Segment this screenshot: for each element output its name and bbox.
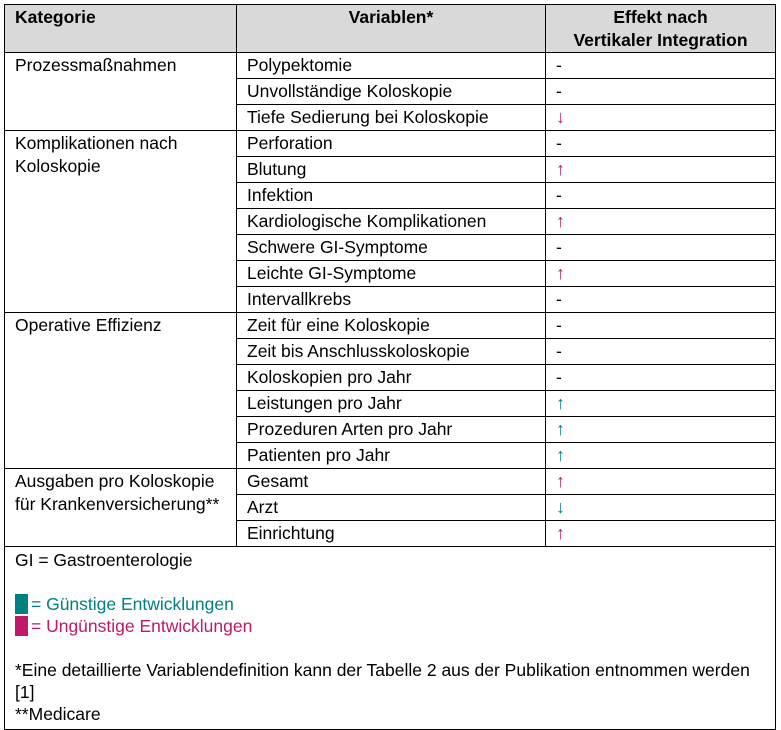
header-effekt-line1: Effekt nach [613,7,708,27]
footnote-medicare: **Medicare [15,704,101,724]
variable-cell: Gesamt [237,469,546,495]
table-body [5,53,776,547]
header-effekt [546,5,776,53]
effect-cell [546,131,776,157]
effect-cell [546,209,776,235]
variable-cell: Intervallkrebs [237,287,546,313]
legend-unfavorable [15,615,765,637]
favorable-swatch-icon [15,594,28,614]
table-wrapper [4,4,775,730]
no-effect-dash: - [556,367,562,387]
no-effect-dash: - [556,133,562,153]
no-effect-dash: - [556,237,562,257]
effect-cell [546,313,776,339]
table-row [5,53,776,79]
variable-cell: Koloskopien pro Jahr [237,365,546,391]
effect-cell [546,235,776,261]
legend-favorable [15,593,765,615]
arrow-up-icon: ↑ [556,263,565,283]
variable-cell: Schwere GI-Symptome [237,235,546,261]
variable-cell: Leichte GI-Symptome [237,261,546,287]
table-row [5,313,776,339]
category-cell: Ausgaben pro Koloskopie für Krankenversicherung** [5,469,237,547]
effect-cell [546,79,776,105]
header-kategorie: Kategorie [5,5,237,53]
effects-table [4,4,776,730]
legend-unfavorable-label: = Ungünstige Entwicklungen [31,616,253,636]
footer-row [5,547,776,730]
variable-cell: Kardiologische Komplikationen [237,209,546,235]
no-effect-dash: - [556,289,562,309]
effect-cell [546,339,776,365]
effect-cell [546,391,776,417]
no-effect-dash: - [556,55,562,75]
variable-cell: Blutung [237,157,546,183]
arrow-down-icon: ↓ [556,107,565,127]
effect-cell [546,417,776,443]
no-effect-dash: - [556,315,562,335]
table-row [5,131,776,157]
effect-cell [546,521,776,547]
arrow-up-icon: ↑ [556,419,565,439]
variable-cell: Unvollständige Koloskopie [237,79,546,105]
arrow-down-icon: ↓ [556,497,565,517]
no-effect-dash: - [556,185,562,205]
variable-cell: Infektion [237,183,546,209]
header-variablen: Variablen* [237,5,546,53]
category-cell: Operative Effizienz [5,313,237,469]
arrow-up-icon: ↑ [556,471,565,491]
variable-cell: Perforation [237,131,546,157]
variable-cell: Zeit für eine Koloskopie [237,313,546,339]
unfavorable-swatch-icon [15,616,28,636]
variable-cell: Zeit bis Anschlusskoloskopie [237,339,546,365]
table-row [5,469,776,495]
effect-cell [546,469,776,495]
arrow-up-icon: ↑ [556,523,565,543]
variable-cell: Tiefe Sedierung bei Koloskopie [237,105,546,131]
effect-cell [546,157,776,183]
effect-cell [546,365,776,391]
effect-cell [546,183,776,209]
legend-favorable-label: = Günstige Entwicklungen [31,594,234,614]
arrow-up-icon: ↑ [556,211,565,231]
variable-cell: Einrichtung [237,521,546,547]
arrow-up-icon: ↑ [556,393,565,413]
variable-cell: Leistungen pro Jahr [237,391,546,417]
effect-cell [546,105,776,131]
effect-cell [546,443,776,469]
header-effekt-line2: Vertikaler Integration [573,30,748,50]
category-cell: Komplikationen nach Koloskopie [5,131,237,313]
header-row [5,5,776,53]
arrow-up-icon: ↑ [556,159,565,179]
variable-cell: Prozeduren Arten pro Jahr [237,417,546,443]
category-cell: Prozessmaßnahmen [5,53,237,131]
effect-cell [546,287,776,313]
effect-cell [546,53,776,79]
effect-cell [546,495,776,521]
footer-cell [5,547,776,730]
effect-cell [546,261,776,287]
no-effect-dash: - [556,341,562,361]
footnote-variable-definition: *Eine detaillierte Variablendefinition kann der Tabelle 2 aus der Publikation entnommen werden [1] [15,660,750,702]
variable-cell: Patienten pro Jahr [237,443,546,469]
variable-cell: Arzt [237,495,546,521]
gi-note: GI = Gastroenterologie [15,550,193,570]
no-effect-dash: - [556,81,562,101]
arrow-up-icon: ↑ [556,445,565,465]
variable-cell: Polypektomie [237,53,546,79]
